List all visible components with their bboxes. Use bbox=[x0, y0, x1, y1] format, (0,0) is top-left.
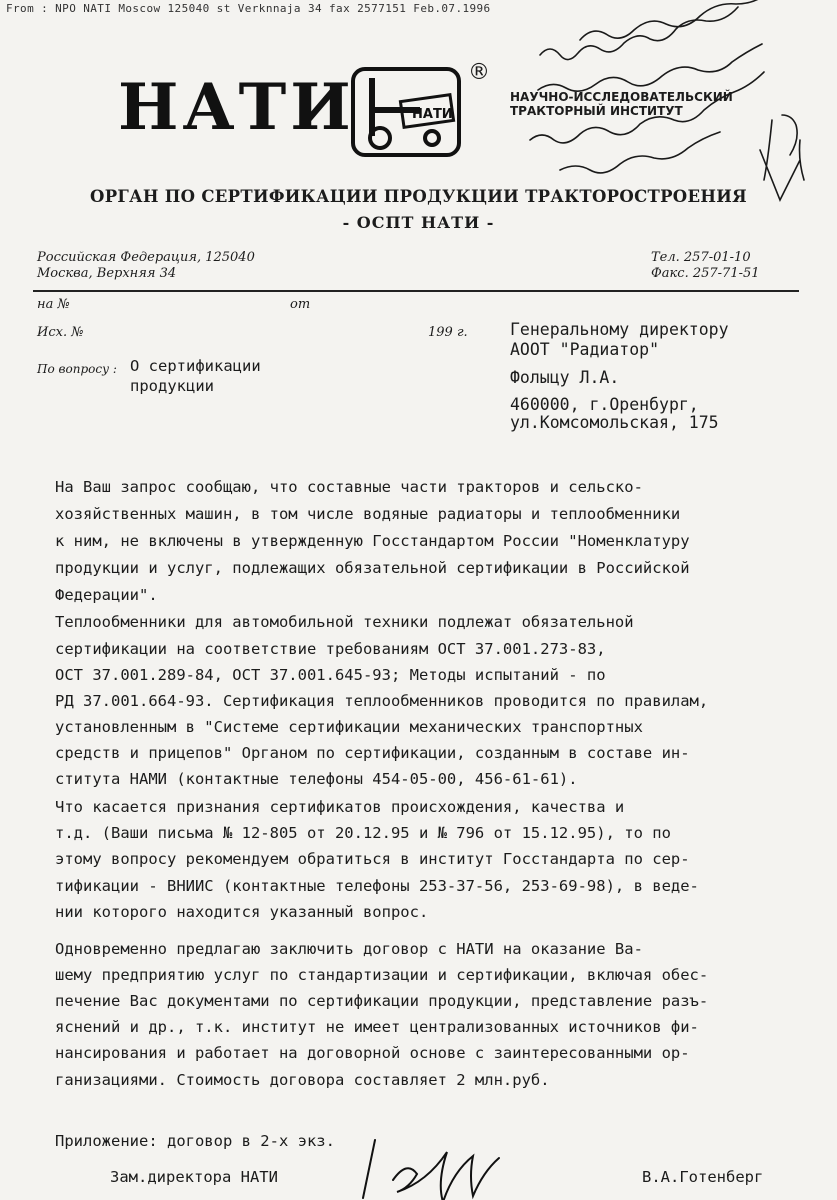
body-line: яснений и др., т.к. институт не имеет централизованных источников фи- bbox=[55, 1018, 699, 1036]
institute-line-1: НАУЧНО-ИССЛЕДОВАТЕЛЬСКИЙ bbox=[510, 90, 733, 104]
recipient-line-3: Фолыцу Л.А. bbox=[510, 368, 620, 387]
fax-header: From : NPO NATI Moscow 125040 st Verknnaja 34 fax 2577151 Feb.07.1996 bbox=[6, 2, 491, 15]
signature-name: В.А.Готенберг bbox=[642, 1168, 764, 1186]
registered-mark: ® bbox=[468, 60, 490, 85]
body-line: т.д. (Ваши письма № 12-805 от 20.12.95 и № 796 от 15.12.95), то по bbox=[55, 824, 671, 842]
recipient-line-4: 460000, г.Оренбург, bbox=[510, 395, 699, 414]
telephone: Тел. 257-01-10 bbox=[651, 250, 751, 265]
label-year: 199 г. bbox=[428, 325, 468, 340]
nati-emblem-logo bbox=[350, 66, 462, 158]
signature-title: Зам.директора НАТИ bbox=[110, 1168, 278, 1186]
emblem-text: НАТИ bbox=[412, 107, 453, 122]
body-line: сертификации на соответствие требованиям ОСТ 37.001.273-83, bbox=[55, 640, 606, 658]
label-po-voprosu: По вопросу : bbox=[37, 362, 117, 376]
label-na-no: на № bbox=[37, 297, 70, 312]
fax-number: Факс. 257-71-51 bbox=[651, 266, 760, 281]
subject-line-2: продукции bbox=[130, 377, 214, 395]
body-line: Приложение: договор в 2-х экз. bbox=[55, 1132, 335, 1150]
body-line: средств и прицепов" Органом по сертификации, созданным в составе ин- bbox=[55, 744, 690, 762]
institute-line-2: ТРАКТОРНЫЙ ИНСТИТУТ bbox=[510, 104, 683, 118]
body-line: тификации - ВНИИС (контактные телефоны 253-37-56, 253-69-98), в веде- bbox=[55, 877, 699, 895]
sender-address-line-2: Москва, Верхняя 34 bbox=[37, 266, 177, 281]
body-line: Что касается признания сертификатов происхождения, качества и bbox=[55, 798, 625, 816]
recipient-line-1: Генеральному директору bbox=[510, 320, 729, 339]
body-line: Федерации". bbox=[55, 586, 158, 604]
body-line: ститута НАМИ (контактные телефоны 454-05-00, 456-61-61). bbox=[55, 770, 578, 788]
organ-short-name: - ОСПТ НАТИ - bbox=[342, 213, 495, 232]
body-line: продукции и услуг, подлежащих обязательной сертификации в Российской bbox=[55, 559, 690, 577]
body-line: Одновременно предлагаю заключить договор с НАТИ на оказание Ва- bbox=[55, 940, 643, 958]
nati-wordmark: НАТИ bbox=[118, 70, 355, 145]
body-line: шему предприятию услуг по стандартизации и сертификации, включая обес- bbox=[55, 966, 709, 984]
body-line: нансирования и работает на договорной основе с заинтересованными ор- bbox=[55, 1044, 690, 1062]
recipient-line-5: ул.Комсомольская, 175 bbox=[510, 413, 719, 432]
handwritten-resolution bbox=[520, 0, 837, 210]
body-line: к ним, не включены в утвержденную Госстандартом России "Номенклатуру bbox=[55, 532, 690, 550]
body-line: РД 37.001.664-93. Сертификация теплообменников проводится по правилам, bbox=[55, 692, 709, 710]
sender-address-line-1: Российская Федерация, 125040 bbox=[37, 250, 255, 265]
label-ot: от bbox=[290, 297, 311, 312]
body-line: На Ваш запрос сообщаю, что составные части тракторов и сельско- bbox=[55, 478, 643, 496]
recipient-line-2: АООТ "Радиатор" bbox=[510, 340, 660, 359]
body-line: хозяйственных машин, в том числе водяные радиаторы и теплообменники bbox=[55, 505, 681, 523]
organ-title: ОРГАН ПО СЕРТИФИКАЦИИ ПРОДУКЦИИ ТРАКТОРОСТРОЕНИЯ bbox=[90, 187, 747, 206]
body-line: ОСТ 37.001.289-84, ОСТ 37.001.645-93; Методы испытаний - по bbox=[55, 666, 606, 684]
subject-line-1: О сертификации bbox=[130, 357, 261, 375]
header-divider bbox=[33, 290, 799, 292]
body-line: печение Вас документами по сертификации продукции, представление разъ- bbox=[55, 992, 709, 1010]
handwritten-signature bbox=[345, 1130, 525, 1200]
label-ish-no: Исх. № bbox=[37, 325, 84, 340]
body-line: ганизациями. Стоимость договора составляет 2 млн.руб. bbox=[55, 1071, 550, 1089]
body-line: этому вопросу рекомендуем обратиться в институт Госстандарта по сер- bbox=[55, 850, 690, 868]
body-line: установленным в "Системе сертификации механических транспортных bbox=[55, 718, 643, 736]
body-line: Теплообменники для автомобильной техники подлежат обязательной bbox=[55, 613, 634, 631]
body-line: нии которого находится указанный вопрос. bbox=[55, 903, 429, 921]
